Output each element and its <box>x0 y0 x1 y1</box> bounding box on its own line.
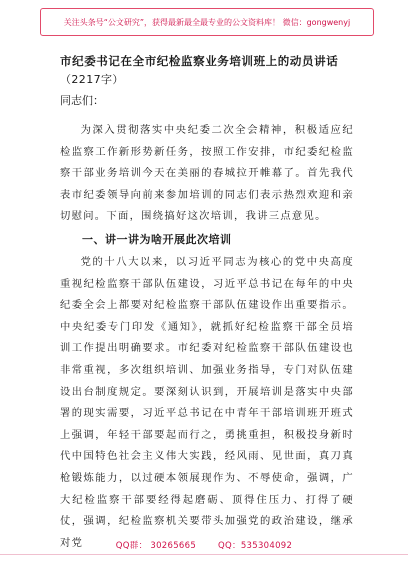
header-banner <box>40 8 374 36</box>
intro-paragraph: 为深入贯彻落实中央纪委二次全会精神，积极适应纪检监察工作新形势新任务，按照工作安排，市纪委纪检监察干部业务培训今天在美丽的春城拉开帷幕了。首先我代表市纪委领导向前来参加培训的同志们表示热烈欢迎和亲切慰问。下面，围绕搞好这次培训，我讲三点意见。 <box>60 124 354 223</box>
salutation: 同志们： <box>60 94 104 107</box>
footer-qq: QQ：535304092 <box>218 541 293 551</box>
footer-contact <box>0 539 408 551</box>
document-title: 市纪委书记在全市纪检监察业务培训班上的动员讲话 <box>60 54 339 68</box>
section-paragraph: 党的十八大以来，以习近平同志为核心的党中央高度重视纪检监察干部队伍建设，习近平总书记在每年的中央纪委全会上都要对纪检监察干部队伍建设作出重要指示。中央纪委专门印发《通知》，就抓好纪检监察干部全员培训工作提出明确要求。市纪委对纪检监察干部队伍建设也非常重视，多次组织培训、加强业务指导，专门对队伍建设出台制度规定。要深刻认识到，开展培训是落实中央部署的现实需要，习近平总书记在中青年干部培训班开班式上强调，年轻干部要起而行之，勇挑重担，积极投身新时代中国特色社会主义伟大实践，经风雨、见世面，真刀真枪锻炼能力，以过硬本领展现作为、不辱使命，强调，广大纪检监察干部要经得起磨砺、顶得住压力、打得了硬仗，强调，纪检监察机关要带头加强党的政治建设，继承对党 <box>60 255 354 549</box>
footer-qq-group: QQ群： 30265665 <box>115 541 197 551</box>
header-notice: 关注头条号“公文研究”，获得最新最全最专业的公文资料库！ 微信：gongwenyj <box>63 17 351 27</box>
document-body <box>60 52 354 554</box>
footer-divider <box>0 554 408 555</box>
section-heading: 一、讲一讲为啥开展此次培训 <box>82 232 232 246</box>
word-count: （2217字） <box>60 73 124 86</box>
